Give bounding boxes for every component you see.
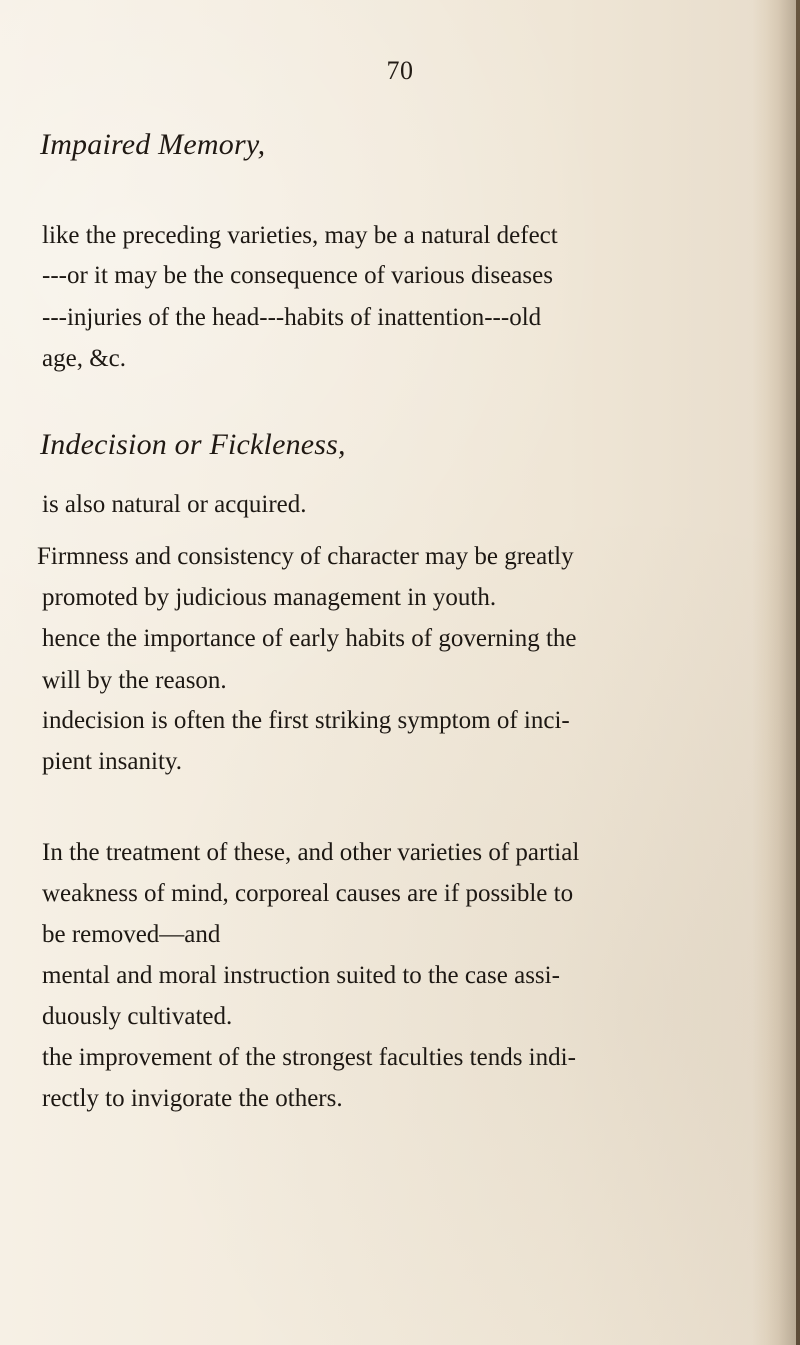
paragraph-line: is also natural or acquired. [42, 491, 307, 518]
paragraph-line: promoted by judicious management in youth. [42, 584, 497, 611]
paragraph-line: indecision is often the first striking symptom of inci- [42, 707, 570, 734]
paragraph-line: age, &c. [42, 345, 126, 372]
paragraph-line: like the preceding varieties, may be a natural defect [42, 222, 558, 249]
paragraph-line: In the treatment of these, and other varieties of partial [42, 839, 580, 866]
paragraph-line: ---or it may be the consequence of various diseases [42, 262, 553, 289]
section-heading-indecision: Indecision or Fickleness, [40, 428, 346, 461]
paragraph-line: pient insanity. [42, 748, 183, 775]
paragraph-line: be removed—and [42, 921, 221, 948]
section-heading-impaired-memory: Impaired Memory, [40, 128, 266, 161]
paragraph-line: hence the importance of early habits of governing the [42, 625, 577, 652]
paragraph-line: will by the reason. [42, 667, 227, 694]
paragraph-line: mental and moral instruction suited to the case assi- [42, 962, 560, 989]
paragraph-line: the improvement of the strongest faculties tends indi- [42, 1044, 576, 1071]
page-edge-shadow [752, 0, 800, 1345]
paragraph-line: Firmness and consistency of character may be greatly [37, 543, 574, 570]
paragraph-line: rectly to invigorate the others. [42, 1085, 343, 1112]
paragraph-line: duously cultivated. [42, 1003, 233, 1030]
paragraph-line: ---injuries of the head---habits of inattention---old [42, 304, 542, 331]
paragraph-line: weakness of mind, corporeal causes are if possible to [42, 880, 574, 907]
page-number: 70 [386, 56, 414, 85]
